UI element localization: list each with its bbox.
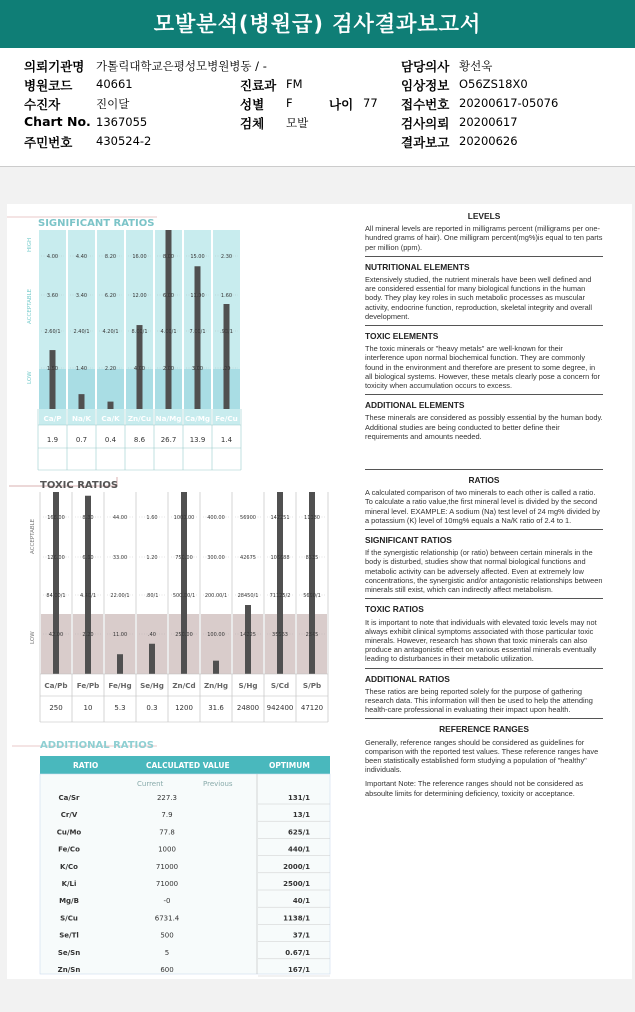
label-clinical-info: 임상정보 — [401, 78, 450, 93]
significant-tick-label: 11.00 — [190, 293, 205, 299]
toxic-tick-label: 142251 — [270, 515, 290, 521]
significant-tick-label: 2.00 — [162, 366, 175, 372]
significant-tick-label: 16.00 — [132, 254, 147, 260]
toxic-tick-label: 5690/1 — [303, 593, 321, 599]
value-attending-doctor: 황선욱 — [459, 59, 493, 73]
toxic-tick-label: 300.00 — [207, 555, 225, 561]
toxic-ratios-text: It is important to note that individuals with elevated toxic levels may not always exhibit clinical symptoms associated with those particular toxic minerals. However, research has shown that toxic minerals can also produce an antagonistic effect on various essential minerals eventually leading to disturbances in their metabolic utilization. — [365, 617, 597, 664]
value-result-report: 20200626 — [459, 134, 518, 148]
significant-tick-label: 2.20 — [104, 366, 117, 372]
additional-row-ratio: K/Li — [61, 880, 77, 888]
toxic-band-label: LOW — [30, 631, 36, 644]
additional-row-current: 7.9 — [161, 811, 173, 820]
label-resident-number: 주민번호 — [24, 135, 73, 150]
toxic-tick-label: 42675 — [240, 555, 256, 561]
significant-ratios-heading: SIGNIFICANT RATIOS — [365, 535, 452, 546]
additional-row-ratio: Cr/V — [60, 811, 78, 820]
report-page — [7, 204, 632, 979]
toxic-tick-label: .80/1 — [145, 593, 159, 599]
toxic-column-name: Ca/Pb — [44, 681, 68, 690]
label-age: 나이 — [329, 97, 354, 112]
significant-bar-ca-mg — [195, 266, 201, 409]
value-specimen: 모발 — [286, 116, 309, 130]
toxic-tick-label: 100.00 — [207, 632, 225, 638]
toxic-tick-label: 200.00/1 — [204, 593, 228, 599]
toxic-tick-label: 106688 — [270, 555, 290, 561]
additional-row-ratio: Se/Tl — [59, 931, 79, 940]
toxic-ratios-chart — [7, 474, 352, 724]
significant-column-value: 1.9 — [46, 436, 59, 444]
significant-column-name: Ca/P — [43, 414, 62, 423]
additional-row-optimum: 167/1 — [287, 966, 310, 974]
significant-tick-label: 7.00/1 — [189, 329, 206, 335]
significant-band-label: LOW — [27, 371, 33, 384]
additional-row-current: 600 — [160, 966, 174, 974]
toxic-tick-label: 250.00 — [175, 632, 193, 638]
additional-row-current: 1000 — [158, 845, 176, 854]
label-attending-doctor: 담당의사 — [401, 59, 450, 74]
toxic-ratios-heading: TOXIC RATIOS — [365, 604, 424, 615]
significant-column-name: Ca/Mg — [184, 414, 211, 423]
additional-row-optimum: 625/1 — [287, 828, 310, 837]
toxic-bar-fe-hg — [117, 654, 123, 674]
toxic-tick-label: 14225 — [240, 632, 256, 638]
additional-row-optimum: 2500/1 — [283, 880, 310, 888]
toxic-tick-label: 1.60 — [146, 515, 158, 521]
toxic-bar-zn-hg — [213, 661, 219, 674]
patient-info-header — [0, 48, 635, 167]
additional-header-current: Current — [137, 780, 164, 788]
toxic-column-name: Se/Hg — [140, 681, 164, 690]
additional-row-optimum: 0.67/1 — [285, 948, 310, 957]
significant-band-label: HIGH — [27, 237, 33, 252]
significant-tick-label: 8.00 — [162, 254, 175, 260]
toxic-tick-label: 168.00 — [47, 515, 65, 521]
toxic-tick-label: 11380 — [304, 515, 320, 521]
significant-column-value: 1.4 — [220, 436, 233, 444]
toxic-band-label: ACCEPTABLE — [30, 518, 36, 554]
additional-row-current: 5 — [164, 948, 170, 957]
significant-tick-label: 1.50 — [46, 366, 59, 372]
toxic-bar-se-hg — [149, 644, 155, 674]
explanation-column — [365, 212, 603, 798]
additional-row-optimum: 131/1 — [287, 794, 310, 802]
value-sex: F — [286, 96, 293, 110]
significant-tick-label: 6.00 — [162, 293, 175, 299]
toxic-column-value: 1200 — [175, 704, 193, 712]
toxic-tick-label: 4.40/1 — [80, 593, 96, 599]
toxic-column-value: 10 — [83, 704, 93, 712]
toxic-title: TOXIC RATIOS — [40, 480, 119, 491]
additional-row-current: 77.8 — [159, 828, 175, 837]
toxic-tick-label: 500.00/1 — [172, 593, 196, 599]
significant-column-name: Zn/Cu — [127, 414, 152, 423]
toxic-column-value: 47120 — [300, 704, 324, 712]
toxic-column-name: Zn/Hg — [203, 681, 229, 690]
additional-row-current: 71000 — [155, 862, 179, 871]
additional-ratios-frame — [7, 734, 352, 979]
toxic-tick-label: 2.20 — [82, 632, 94, 638]
toxic-tick-label: 8.80 — [82, 515, 94, 521]
toxic-tick-label: 42.00 — [48, 632, 64, 638]
toxic-tick-label: 28450/1 — [237, 593, 259, 599]
significant-tick-label: 12.00 — [132, 293, 147, 299]
toxic-tick-label: 1000.00 — [173, 515, 195, 521]
toxic-tick-label: 750.00 — [175, 555, 193, 561]
toxic-tick-label: 6.60 — [82, 555, 94, 561]
toxic-bar-s-hg — [245, 605, 251, 674]
levels-text: All mineral levels are reported in milligrams percent (milligrams per one-hundred grams of hair). One milligram percent(mg%)is equal to ten parts per million (ppm). — [365, 224, 603, 252]
significant-ratios-text: If the synergistic relationship (or ratio) between certain minerals in the body is disturbed, studies show that normal biological functions and metabolic activity can be adversely affected. Even at extremely low concentrations, the synergistic and/or antagonistic relationships between minerals still exist, which can indirectly affect metabolism. — [365, 548, 603, 595]
toxic-tick-label: 71125/2 — [269, 593, 291, 599]
significant-ratios-chart — [7, 204, 352, 476]
nutritional-heading: NUTRITIONAL ELEMENTS — [365, 261, 470, 272]
significant-tick-label: 4.00 — [133, 366, 146, 372]
additional-row-ratio: Fe/Co — [58, 845, 80, 854]
label-requesting-institution: 의뢰기관명 — [24, 59, 85, 74]
value-age: 77 — [363, 96, 378, 110]
additional-row-optimum: 40/1 — [292, 897, 310, 906]
toxic-column-value: 942400 — [266, 704, 294, 712]
report-title: 모발분석(병원급) 검사결과보고서 — [0, 0, 635, 48]
significant-column-name: Ca/K — [101, 414, 120, 423]
additional-row-optimum: 2000/1 — [283, 862, 310, 871]
significant-tick-label: 4.40 — [75, 254, 88, 260]
label-chart-no: Chart No. — [24, 114, 91, 129]
additional-row-ratio: S/Cu — [60, 914, 78, 923]
additional-row-current: 71000 — [155, 880, 179, 888]
significant-column-name: Na/Mg — [155, 414, 182, 423]
value-resident-number: 430524-2 — [96, 134, 152, 148]
toxic-tick-label: 400.00 — [207, 515, 225, 521]
additional-row-ratio: Mg/B — [59, 897, 79, 906]
toxic-column-value: 250 — [49, 704, 63, 712]
significant-tick-label: 2.60/1 — [44, 329, 61, 335]
additional-header-previous: Previous — [203, 780, 233, 788]
value-requesting-institution: 가톨릭대학교은평성모병원병동 / - — [96, 59, 267, 73]
significant-tick-label: 3.60 — [46, 293, 59, 299]
significant-tick-label: 4.00 — [46, 254, 59, 260]
reference-ranges-heading: REFERENCE RANGES — [439, 724, 529, 735]
value-test-request: 20200617 — [459, 115, 518, 129]
significant-tick-label: 1.60 — [220, 293, 233, 299]
toxic-tick-label: 84.00/1 — [46, 593, 66, 599]
label-receipt-number: 접수번호 — [401, 97, 450, 112]
label-patient: 수진자 — [24, 97, 61, 112]
additional-ratios-text: These ratios are being reported solely for the purpose of gathering research data. This information will then be used to help the attending health-care professional in evaluating their impact upon health. — [365, 686, 593, 715]
label-result-report: 결과보고 — [401, 135, 450, 150]
additional-row-optimum: 13/1 — [292, 811, 310, 820]
significant-column-value: 13.9 — [189, 436, 206, 444]
additional-ratios-heading: ADDITIONAL RATIOS — [365, 673, 450, 684]
toxic-tick-label: 35563 — [272, 632, 288, 638]
significant-tick-label: .90/1 — [220, 329, 233, 335]
value-patient: 진이달 — [96, 97, 130, 111]
significant-column-name: Fe/Cu — [215, 414, 238, 423]
label-department: 진료과 — [240, 78, 277, 93]
additional-row-current: 6731.4 — [154, 914, 180, 923]
significant-title: SIGNIFICANT RATIOS — [38, 218, 155, 229]
additional-row-ratio: Ca/Sr — [58, 794, 80, 802]
label-sex: 성별 — [240, 97, 265, 112]
toxic-elements-text: The toxic minerals or "heavy metals" are well-known for their interference upon normal biochemical function. They are commonly found in the environment and therefore are present to some degree, in all biological systems. However, these metals clearly pose a concern for toxicity when accumulation occurs to excess. — [365, 344, 600, 391]
toxic-tick-label: .40 — [148, 632, 156, 638]
toxic-tick-label: 126.00 — [47, 555, 65, 561]
additional-row-optimum: 37/1 — [292, 931, 310, 940]
toxic-tick-label: 44.00 — [112, 515, 128, 521]
additional-row-current: 500 — [160, 931, 174, 940]
toxic-column-name: S/Hg — [238, 681, 258, 690]
significant-bar-ca-k — [108, 402, 114, 409]
value-chart-no: 1367055 — [96, 115, 148, 129]
value-hospital-code: 40661 — [96, 77, 133, 91]
significant-tick-label: 4.00/1 — [160, 329, 177, 335]
toxic-column-value: 5.3 — [114, 704, 126, 712]
levels-heading: LEVELS — [467, 211, 501, 221]
toxic-bar-fe-pb — [85, 496, 91, 674]
significant-tick-label: 2.30 — [220, 254, 233, 260]
toxic-tick-label: 56900 — [240, 515, 256, 521]
toxic-column-value: 24800 — [236, 704, 260, 712]
toxic-column-name: Fe/Hg — [108, 681, 132, 690]
significant-tick-label: 8.00/1 — [131, 329, 148, 335]
toxic-elements-heading: TOXIC ELEMENTS — [365, 331, 439, 342]
significant-tick-label: 8.20 — [104, 254, 117, 260]
additional-row-current: -0 — [163, 897, 171, 906]
significant-column-value: 0.4 — [104, 436, 117, 444]
reference-ranges-text: Generally, reference ranges should be considered as guidelines for comparison with the reported test values. These reference ranges have been statistically established form studying a population of "healthy" individuals. — [365, 737, 599, 775]
toxic-tick-label: 33.00 — [112, 555, 128, 561]
significant-column-name: Na/K — [71, 414, 92, 423]
toxic-column-value: 0.3 — [146, 704, 158, 712]
value-clinical-info: O56ZS18X0 — [459, 77, 528, 91]
additional-row-ratio: Se/Sn — [57, 948, 81, 957]
label-specimen: 검체 — [240, 116, 265, 131]
label-test-request: 검사의뢰 — [401, 116, 450, 131]
significant-column-value: 8.6 — [133, 436, 146, 444]
ratios-heading: RATIOS — [468, 475, 500, 486]
additional-elements-heading: ADDITIONAL ELEMENTS — [365, 400, 465, 411]
significant-bar-fe-cu — [224, 304, 230, 409]
toxic-tick-label: 8535 — [305, 555, 319, 561]
significant-tick-label: 6.20 — [104, 293, 117, 299]
significant-column-value: 0.7 — [75, 436, 88, 444]
significant-tick-label: 1.40 — [75, 366, 88, 372]
significant-tick-label: 2.40/1 — [73, 329, 90, 335]
additional-header-calc: CALCULATED VALUE — [146, 761, 230, 770]
significant-tick-label: 3.00 — [191, 366, 204, 372]
toxic-column-name: S/Pb — [302, 681, 322, 690]
nutritional-text: Extensively studied, the nutrient minerals have been well defined and are considered essential for many biological functions in the human body. They play key roles in such metabolic processes as muscular activity, endocrine function, reproduction, skeletal integrity and overall development. — [365, 275, 593, 321]
additional-elements-text: These minerals are considered as possibly essential by the human body. Additional studies are being conducted to better define their requirements and amounts needed. — [365, 413, 603, 441]
significant-bar-na-k — [79, 394, 85, 409]
ratios-text: A calculated comparison of two minerals to each other is called a ratio. To calculate a ratio value,the first mineral level is divided by the second mineral level. EXAMPLE: A sodium (Na) test level of 24 mg% divided by a potassium (K) level of 10mg% equals a Na/K ratio of 2.4 to 1. — [365, 488, 600, 525]
significant-band-label: ACCEPTABLE — [27, 288, 33, 324]
toxic-column-value: 31.6 — [208, 704, 224, 712]
additional-title: ADDITIONAL RATIOS — [40, 740, 154, 751]
value-receipt-number: 20200617-05076 — [459, 96, 559, 110]
significant-bar-ca-p — [50, 350, 56, 409]
significant-tick-label: 3.40 — [75, 293, 88, 299]
additional-row-ratio: Cu/Mo — [56, 828, 82, 837]
additional-row-optimum: 1138/1 — [283, 914, 310, 923]
toxic-column-name: Fe/Pb — [76, 681, 100, 690]
additional-row-ratio: Zn/Sn — [57, 966, 81, 974]
toxic-tick-label: 1.20 — [146, 555, 158, 561]
toxic-tick-label: 2845 — [305, 632, 319, 638]
label-hospital-code: 병원코드 — [24, 78, 73, 93]
significant-tick-label: 4.20/1 — [102, 329, 119, 335]
additional-header-optimum: OPTIMUM — [269, 761, 310, 770]
toxic-tick-label: 11.00 — [112, 632, 128, 638]
toxic-column-name: S/Cd — [270, 681, 290, 690]
additional-row-ratio: K/Co — [60, 862, 78, 871]
additional-header-ratio: RATIO — [73, 761, 99, 770]
significant-column-value: 26.7 — [160, 436, 177, 444]
significant-tick-label: 15.00 — [190, 254, 205, 260]
toxic-column-name: Zn/Cd — [172, 681, 196, 690]
significant-tick-label: .20 — [222, 366, 231, 372]
additional-row-optimum: 440/1 — [287, 845, 310, 854]
toxic-tick-label: 22.00/1 — [110, 593, 130, 599]
additional-row-current: 227.3 — [156, 794, 178, 802]
value-department: FM — [286, 77, 303, 91]
important-note-text: Important Note: The reference ranges should not be considered as absoulte limits for determining deficiency, toxicity or acceptance. — [365, 779, 584, 798]
